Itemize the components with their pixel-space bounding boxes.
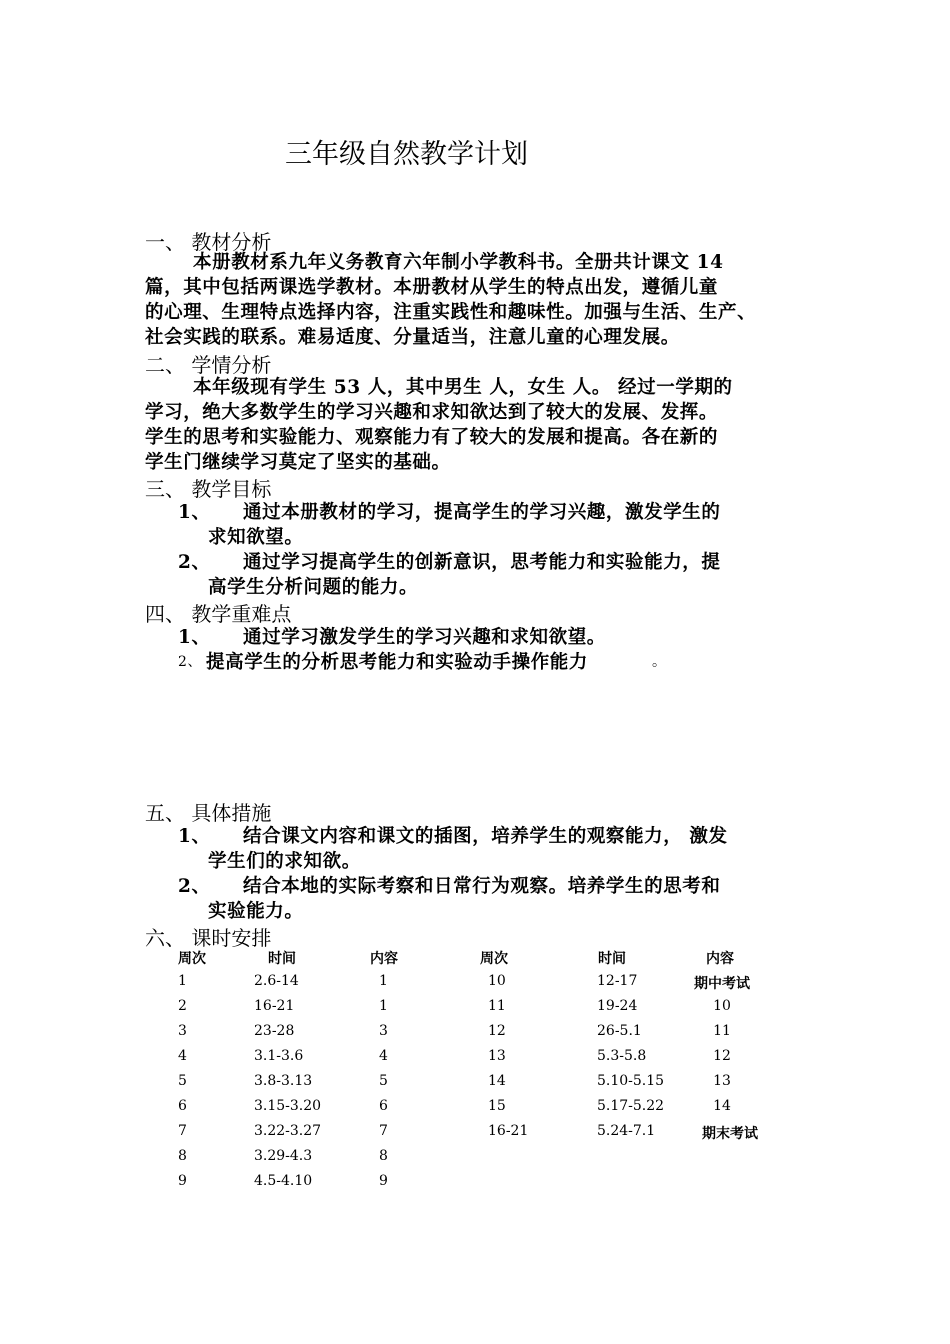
table-cell: 23-28 bbox=[254, 1023, 295, 1039]
table-cell: 14 bbox=[488, 1073, 506, 1089]
table-cell: 1 bbox=[178, 973, 187, 989]
section-heading-teaching-goals: 三、 教学目标 bbox=[145, 477, 272, 501]
table-header-week: 周次 bbox=[178, 951, 206, 967]
paragraph-line: 本年级现有学生 53 人，其中男生 人，女生 人。 经过一学期的 bbox=[193, 377, 733, 398]
table-cell: 1 bbox=[379, 998, 388, 1014]
table-cell: 5 bbox=[379, 1073, 388, 1089]
table-cell: 7 bbox=[178, 1123, 187, 1139]
table-cell: 6 bbox=[379, 1098, 388, 1114]
section-heading-student-analysis: 二、 学情分析 bbox=[145, 353, 272, 377]
table-header-content: 内容 bbox=[370, 951, 398, 967]
list-item-line: 结合本地的实际考察和日常行为观察。培养学生的思考和 bbox=[243, 876, 721, 897]
list-item-line: 通过学习提高学生的创新意识，思考能力和实验能力，提 bbox=[243, 552, 721, 573]
table-cell: 2.6-14 bbox=[254, 973, 299, 989]
list-item-line: 实验能力。 bbox=[208, 901, 304, 922]
paragraph-line: 学习，绝大多数学生的学习兴趣和求知欲达到了较大的发展、发挥。 bbox=[145, 402, 719, 423]
list-number: 1、 bbox=[178, 627, 211, 648]
table-cell: 26-5.1 bbox=[597, 1023, 642, 1039]
table-header-content: 内容 bbox=[706, 951, 734, 967]
table-cell: 13 bbox=[713, 1073, 731, 1089]
table-cell: 5.24-7.1 bbox=[597, 1123, 656, 1139]
table-cell: 3 bbox=[379, 1023, 388, 1039]
table-cell: 11 bbox=[713, 1023, 731, 1039]
table-cell: 10 bbox=[713, 998, 731, 1014]
list-number: 1、 bbox=[178, 826, 211, 847]
table-cell: 15 bbox=[488, 1098, 506, 1114]
table-cell: 19-24 bbox=[597, 998, 638, 1014]
table-cell: 10 bbox=[488, 973, 506, 989]
table-cell: 2 bbox=[178, 998, 187, 1014]
section-heading-key-points: 四、 教学重难点 bbox=[145, 602, 292, 626]
table-header-week: 周次 bbox=[480, 951, 508, 967]
list-item-line: 求知欲望。 bbox=[208, 527, 304, 548]
list-number: 2、 bbox=[178, 876, 211, 897]
table-cell: 3.8-3.13 bbox=[254, 1073, 313, 1089]
list-item-line: 通过本册教材的学习，提高学生的学习兴趣，激发学生的 bbox=[243, 502, 721, 523]
table-cell: 5.3-5.8 bbox=[597, 1048, 647, 1064]
section-heading-textbook-analysis: 一、 教材分析 bbox=[145, 230, 272, 254]
list-number: 1、 bbox=[178, 502, 211, 523]
table-cell: 14 bbox=[713, 1098, 731, 1114]
list-item-line: 高学生分析问题的能力。 bbox=[208, 577, 419, 598]
section-heading-measures: 五、 具体措施 bbox=[145, 801, 272, 825]
table-cell: 12 bbox=[713, 1048, 731, 1064]
table-cell: 9 bbox=[379, 1173, 388, 1189]
table-cell: 12-17 bbox=[597, 973, 638, 989]
table-cell: 4 bbox=[178, 1048, 187, 1064]
table-cell: 3 bbox=[178, 1023, 187, 1039]
section-heading-schedule: 六、 课时安排 bbox=[145, 926, 272, 950]
table-cell: 8 bbox=[379, 1148, 388, 1164]
table-cell: 3.1-3.6 bbox=[254, 1048, 304, 1064]
paragraph-line: 的心理、生理特点选择内容，注重实践性和趣味性。加强与生活、生产、 bbox=[145, 302, 757, 323]
list-item-line: 学生们的求知欲。 bbox=[208, 851, 361, 872]
table-cell: 11 bbox=[488, 998, 506, 1014]
table-cell: 5 bbox=[178, 1073, 187, 1089]
table-cell: 期中考试 bbox=[694, 976, 750, 992]
table-cell: 7 bbox=[379, 1123, 388, 1139]
list-item-line: 提高学生的分析思考能力和实验动手操作能力 bbox=[206, 652, 589, 673]
list-item-line: 结合课文内容和课文的插图，培养学生的观察能力， 激发 bbox=[243, 826, 728, 847]
paragraph-line: 社会实践的联系。难易适度、分量适当，注意儿童的心理发展。 bbox=[145, 327, 680, 348]
table-cell: 3.22-3.27 bbox=[254, 1123, 322, 1139]
table-cell: 12 bbox=[488, 1023, 506, 1039]
table-cell: 期末考试 bbox=[702, 1126, 758, 1142]
table-cell: 3.15-3.20 bbox=[254, 1098, 322, 1114]
list-number: 2、 bbox=[178, 552, 211, 573]
table-cell: 13 bbox=[488, 1048, 506, 1064]
table-cell: 16-21 bbox=[254, 998, 295, 1014]
table-cell: 5.17-5.22 bbox=[597, 1098, 665, 1114]
paragraph-line: 篇，其中包括两课选学教材。本册教材从学生的特点出发，遵循儿童 bbox=[145, 277, 719, 298]
paragraph-line: 学生的思考和实验能力、观察能力有了较大的发展和提高。各在新的 bbox=[145, 427, 719, 448]
table-cell: 1 bbox=[379, 973, 388, 989]
paragraph-line: 学生门继续学习莫定了坚实的基础。 bbox=[145, 452, 451, 473]
table-cell: 4.5-4.10 bbox=[254, 1173, 313, 1189]
paragraph-line: 本册教材系九年义务教育六年制小学教科书。全册共计课文 14 bbox=[193, 252, 724, 273]
table-header-time: 时间 bbox=[268, 951, 296, 967]
table-cell: 6 bbox=[178, 1098, 187, 1114]
list-item-period: 。 bbox=[652, 654, 667, 670]
page-title: 三年级自然教学计划 bbox=[285, 139, 528, 170]
table-cell: 9 bbox=[178, 1173, 187, 1189]
table-cell: 16-21 bbox=[488, 1123, 529, 1139]
list-item-line: 通过学习激发学生的学习兴趣和求知欲望。 bbox=[243, 627, 606, 648]
table-cell: 3.29-4.3 bbox=[254, 1148, 313, 1164]
list-number: 2、 bbox=[178, 654, 203, 670]
table-cell: 4 bbox=[379, 1048, 388, 1064]
table-cell: 8 bbox=[178, 1148, 187, 1164]
table-header-time: 时间 bbox=[598, 951, 626, 967]
table-cell: 5.10-5.15 bbox=[597, 1073, 665, 1089]
